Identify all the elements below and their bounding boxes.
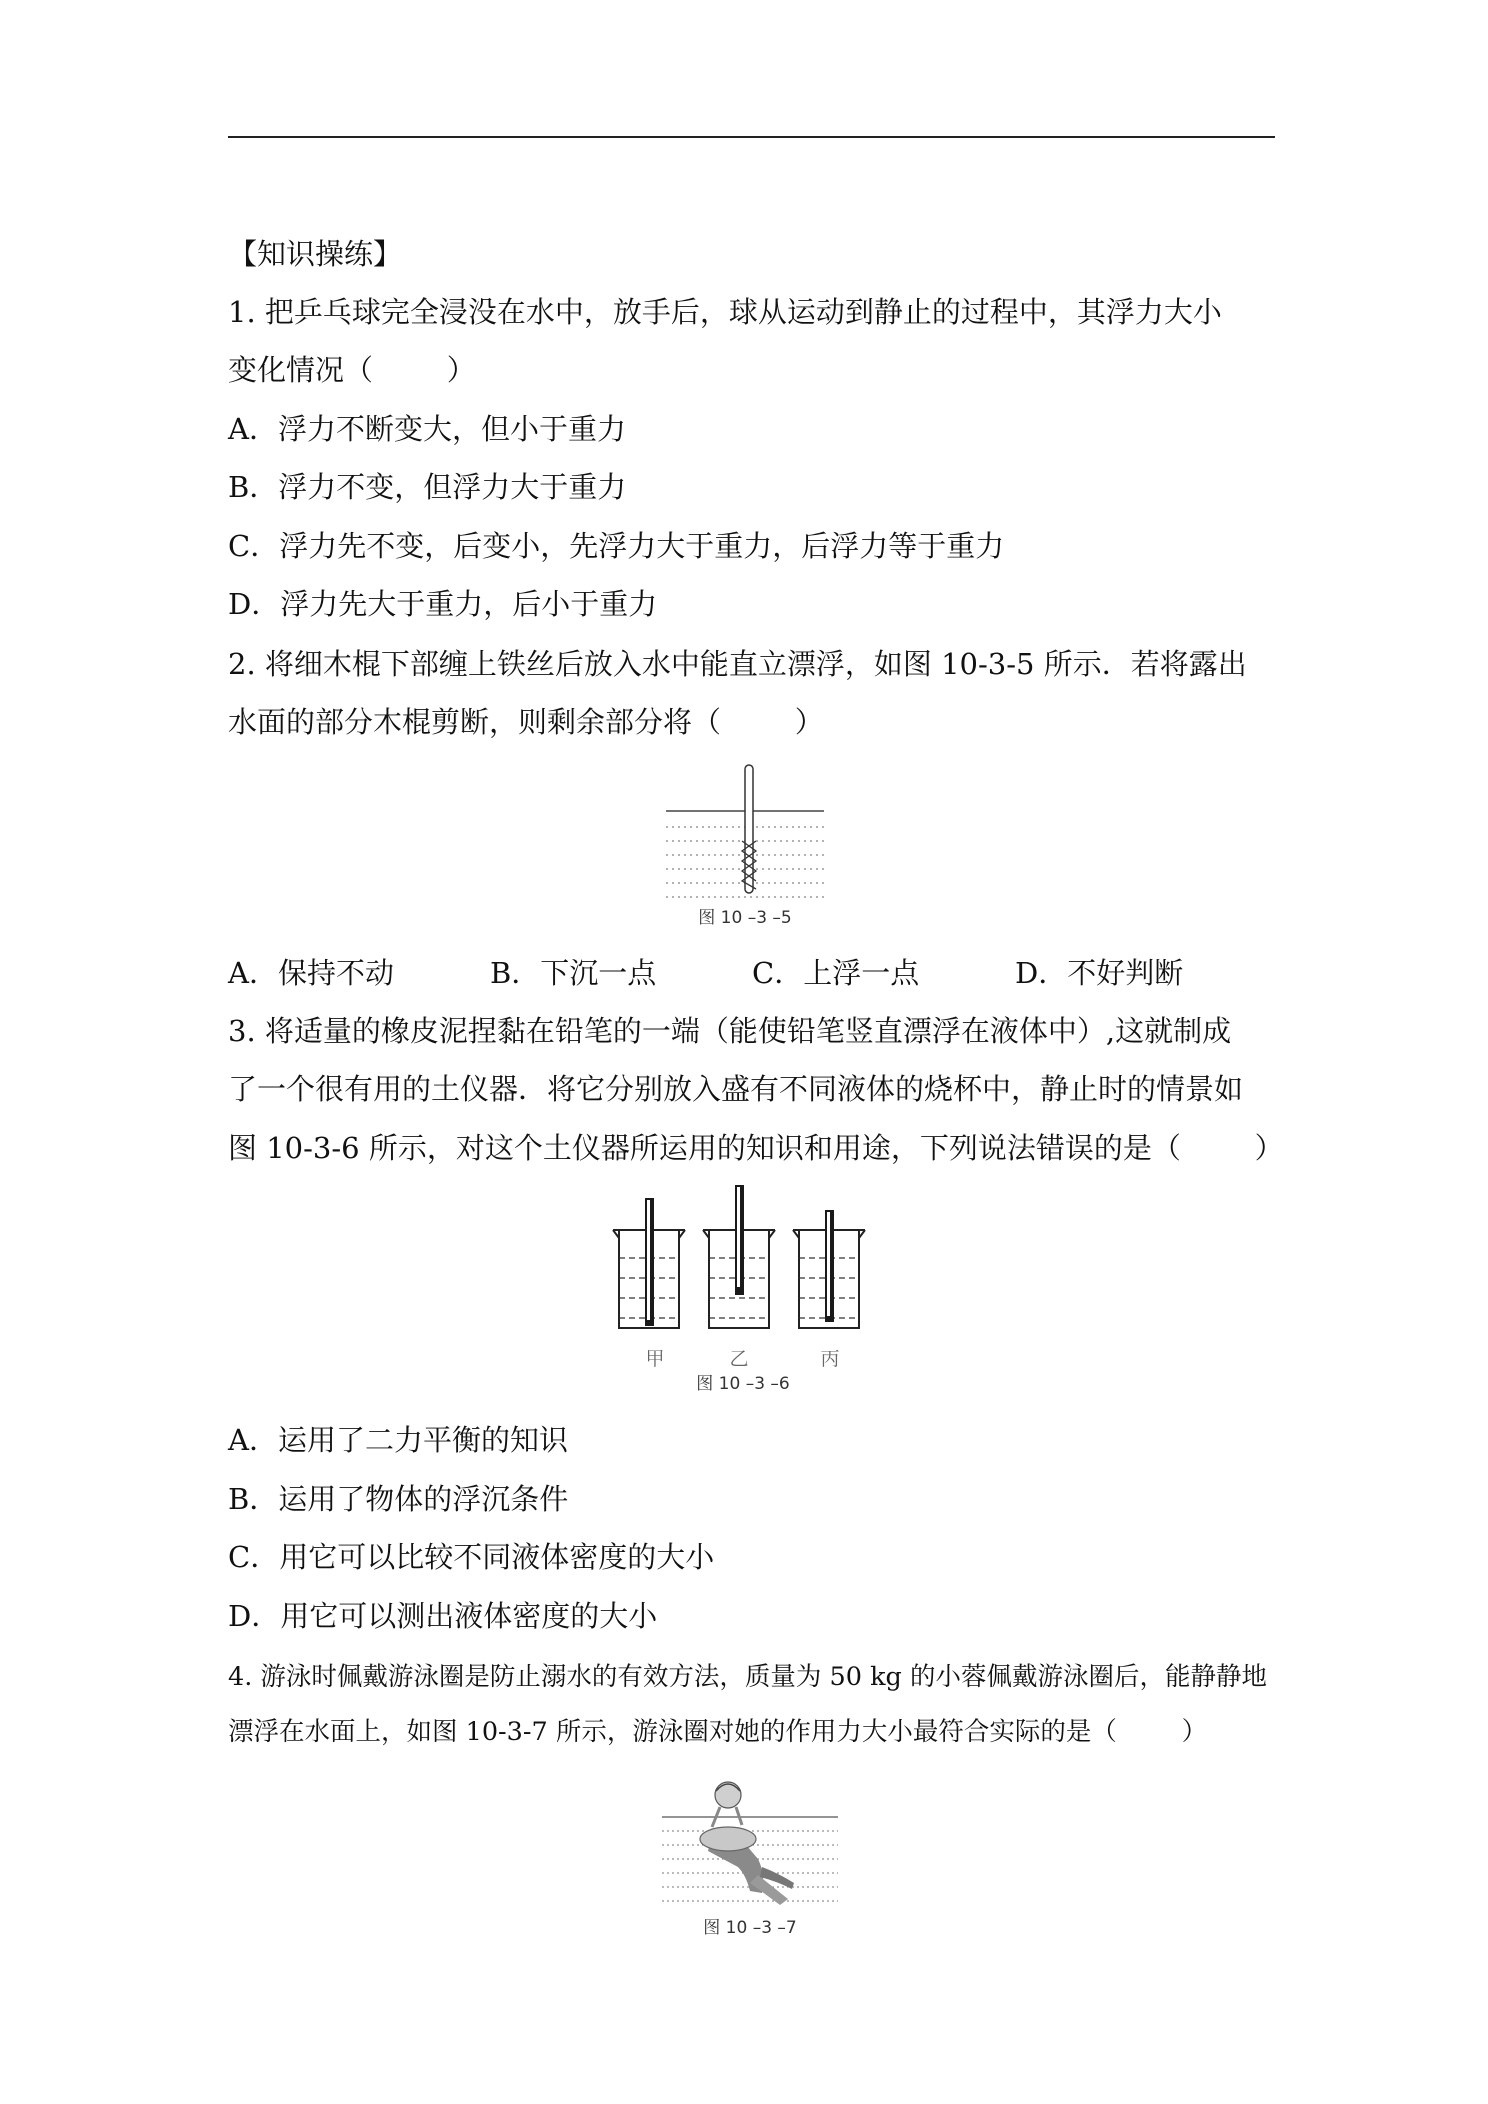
q3-stem-line3: 图 10-3-6 所示，对这个土仪器所运用的知识和用途，下列说法错误的是（ ） bbox=[228, 1131, 1284, 1165]
figure-10-3-7-caption: 图 10 –3 –7 bbox=[703, 1918, 797, 1938]
q3-option-b: B．运用了物体的浮沉条件 bbox=[228, 1482, 569, 1516]
q2-option-d: D．不好判断 bbox=[1015, 956, 1184, 990]
figure-10-3-6-caption: 图 10 –3 –6 bbox=[696, 1374, 790, 1394]
q4-stem-line2: 漂浮在水面上，如图 10-3-7 所示，游泳圈对她的作用力大小最符合实际的是（ ） bbox=[228, 1717, 1208, 1747]
q2-option-b: B．下沉一点 bbox=[490, 956, 657, 990]
q1-stem-line1: 1. 把乒乓球完全浸没在水中，放手后，球从运动到静止的过程中，其浮力大小 bbox=[228, 295, 1222, 329]
q2-stem-line2: 水面的部分木棍剪断，则剩余部分将（ ） bbox=[228, 705, 824, 739]
q2-stem-line1: 2. 将细木棍下部缠上铁丝后放入水中能直立漂浮，如图 10-3-5 所示．若将露出 bbox=[228, 647, 1247, 681]
beaker-jia bbox=[613, 1198, 685, 1328]
beaker-label-bing: 丙 bbox=[820, 1348, 840, 1370]
section-title: 【知识操练】 bbox=[228, 237, 403, 271]
figure-10-3-7 bbox=[650, 1755, 850, 1940]
header-rule bbox=[228, 136, 1275, 138]
q1-stem-line2: 变化情况（ ） bbox=[228, 353, 476, 387]
q1-option-b: B．浮力不变，但浮力大于重力 bbox=[228, 470, 627, 504]
q3-stem-line1: 3. 将适量的橡皮泥捏黏在铅笔的一端（能使铅笔竖直漂浮在液体中）,这就制成 bbox=[228, 1014, 1232, 1048]
q2-option-c: C．上浮一点 bbox=[752, 956, 920, 990]
q2-option-a: A．保持不动 bbox=[228, 956, 394, 990]
q3-stem-line2: 了一个很有用的土仪器．将它分别放入盛有不同液体的烧杯中，静止时的情景如 bbox=[228, 1072, 1244, 1106]
q3-option-a: A．运用了二力平衡的知识 bbox=[228, 1423, 568, 1457]
figure-10-3-5 bbox=[650, 755, 840, 930]
q4-stem-line1: 4. 游泳时佩戴游泳圈是防止溺水的有效方法，质量为 50 kg 的小蓉佩戴游泳圈后，能静静地 bbox=[228, 1662, 1267, 1692]
beaker-label-jia: 甲 bbox=[645, 1348, 665, 1370]
beaker-bing bbox=[793, 1210, 865, 1328]
q1-option-c: C．浮力先不变，后变小，先浮力大于重力，后浮力等于重力 bbox=[228, 529, 1005, 563]
q3-option-d: D．用它可以测出液体密度的大小 bbox=[228, 1599, 658, 1633]
figure-10-3-6 bbox=[605, 1180, 885, 1395]
q1-option-a: A．浮力不断变大，但小于重力 bbox=[228, 412, 626, 446]
q1-option-d: D．浮力先大于重力，后小于重力 bbox=[228, 587, 658, 621]
q3-option-c: C．用它可以比较不同液体密度的大小 bbox=[228, 1540, 715, 1574]
beaker-yi bbox=[703, 1185, 775, 1328]
figure-10-3-5-caption: 图 10 –3 –5 bbox=[698, 908, 792, 928]
beaker-label-yi: 乙 bbox=[729, 1348, 749, 1370]
